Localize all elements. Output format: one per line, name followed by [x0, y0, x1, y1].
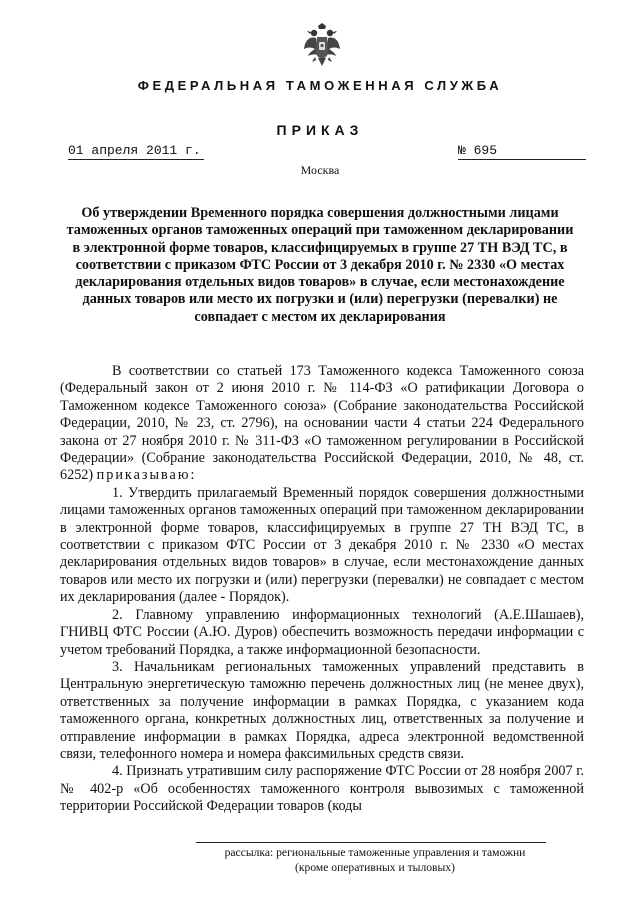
- document-city: Москва: [300, 163, 340, 177]
- distribution-note: [190, 845, 560, 875]
- footer-divider: [196, 842, 546, 843]
- intro-paragraph: [60, 363, 584, 485]
- agency-name: ФЕДЕРАЛЬНАЯ ТАМОЖЕННАЯ СЛУЖБА: [137, 78, 503, 93]
- distribution-line-2: (кроме оперативных и тыловых): [295, 861, 455, 874]
- document-title: Об утверждении Временного порядка совершения должностными лицами таможенных органов таможенных операций при таможенном декларировании в электронной форме товаров, классифицируемых в группе 27 ТН ВЭД ТС, в соответствии с приказом ФТС России от 3 декабря 2010 г. № 2330 «О местах декларирования отдельных видов товаров» в случае, если местонахождение данных товаров или место их погрузки и (или) перегрузки (перевалки) не совпадает с местом их декларирования: [66, 205, 574, 325]
- paragraph-4: 4. Признать утратившим силу распоряжение ФТС России от 28 ноября 2007 г. № 402-р «Об особенностях таможенного контроля вывозимых с таможенной территории Российской Федерации товаров (коды: [60, 763, 584, 815]
- paragraph-3: 3. Начальникам региональных таможенных управлений представить в Центральную энергетическую таможню перечень должностных лиц (не менее двух), ответственных за получение информации в рамках Порядка, с указанием кода таможенного органа, конкретных должностных лиц, ответственных за получение и отправление информации в рамках Порядка, адреса электронной ведомственной связи, телефонного номера и номера факсимильных средств связи.: [60, 658, 584, 762]
- russian-coat-of-arms-icon: [303, 22, 341, 68]
- distribution-line-1: рассылка: региональные таможенные управления и таможни: [224, 846, 526, 859]
- intro-text: В соответствии со статьей 173 Таможенного кодекса Таможенного союза (Федеральный закон от 2 июня 2010 г. № 114-ФЗ «О ратификации Договора о Таможенном кодексе Таможенного союза» (Собрание законодательства Российской Федерации, 2010, № 23, ст. 2796), на основании части 4 статьи 224 Федерального закона от 27 ноября 2010 г. № 311-ФЗ «О таможенном регулировании в Российской Федерации» (Собрание законодательства Российской Федерации, 2010, № 48, ст. 6252): [60, 363, 584, 484]
- document-number: № 695: [458, 143, 586, 160]
- document-body: [60, 363, 584, 816]
- paragraph-1: 1. Утвердить прилагаемый Временный порядок совершения должностными лицами таможенных органов таможенных операций при таможенном декларировании в электронной форме товаров, классифицируемых в группе 27 ТН ВЭД ТС, в соответствии с приказом ФТС России от 3 декабря 2010 г. № 2330 «О местах декларирования отдельных видов товаров» в случае, если местонахождение данных товаров или место их погрузки и (или) перегрузки (перевалки) не совпадает с местом их декларирования (далее - Порядок).: [60, 484, 584, 606]
- order-word: приказываю:: [96, 467, 197, 484]
- document-date: 01 апреля 2011 г.: [68, 143, 204, 160]
- document-type: ПРИКАЗ: [276, 122, 364, 138]
- paragraph-2: 2. Главному управлению информационных технологий (А.Е.Шашаев), ГНИВЦ ФТС России (А.Ю. Дуров) обеспечить возможность передачи информации с учетом требований Порядка, а также информационной безопасности.: [60, 606, 584, 658]
